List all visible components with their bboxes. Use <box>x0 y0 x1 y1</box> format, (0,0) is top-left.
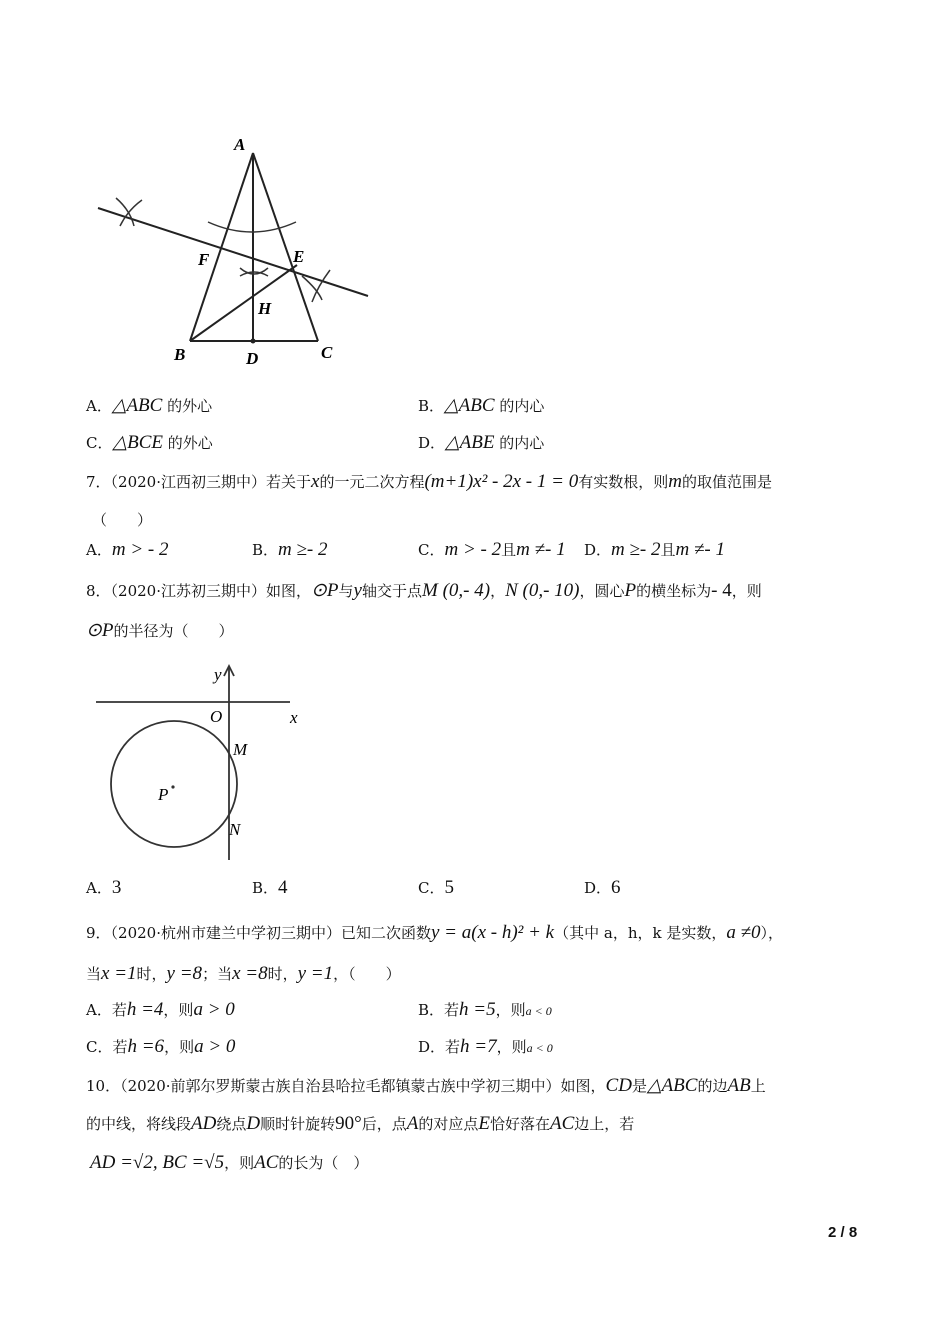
q8-option-b[interactable]: B．4 <box>252 877 288 898</box>
axis-label-x: x <box>290 708 298 727</box>
q6-option-b[interactable]: B．△ABC 的内心 <box>418 395 545 416</box>
q9-stem: 9．（2020·杭州市建兰中学初三期中）已知二次函数y = a(x - h)² + k（其中 a，h，k 是实数，a ≠0）， <box>86 922 784 943</box>
q6-option-a[interactable]: A．△ABC 的外心 <box>86 395 213 416</box>
q8-option-c[interactable]: C．5 <box>418 877 454 898</box>
q7-stem: 7．（2020·江西初三期中）若关于x的一元二次方程(m+1)x² - 2x - 1 = 0有实数根，则m的取值范围是 <box>86 471 772 492</box>
q9-stem-line2: 当x =1时，y =8；当x =8时，y =1，（ ） <box>86 963 401 984</box>
q10-stem: 10．（2020·前郭尔罗斯蒙古族自治县哈拉毛都镇蒙古族中学初三期中）如图，CD是△ABC的边AB上 <box>86 1075 766 1096</box>
label-N: N <box>229 820 241 839</box>
q7-option-d[interactable]: D．m ≥- 2且m ≠- 1 <box>584 539 726 560</box>
q9-option-d[interactable]: D．若h =7，则a < 0 <box>418 1036 553 1057</box>
q8-option-a[interactable]: A．3 <box>86 877 122 898</box>
label-M: M <box>233 740 248 759</box>
label-F: F <box>198 250 210 269</box>
q9-option-b[interactable]: B．若h =5，则a < 0 <box>418 999 552 1020</box>
circle-axes-figure <box>90 660 320 870</box>
label-P: P <box>158 785 169 804</box>
q7-answer-paren: （ ） <box>92 511 153 529</box>
q8-option-d[interactable]: D．6 <box>584 877 621 898</box>
label-O: O <box>210 707 223 726</box>
q9-option-a[interactable]: A．若h =4，则a > 0 <box>86 999 235 1020</box>
label-C: C <box>321 343 333 362</box>
q8-stem-line2: ⊙P的半径为（ ） <box>86 620 234 641</box>
page-number: 2 / 8 <box>828 1224 858 1241</box>
label-A: A <box>234 135 246 154</box>
label-E: E <box>293 247 305 266</box>
label-D: D <box>246 349 259 368</box>
triangle-construction-figure <box>90 130 390 380</box>
q8-stem: 8．（2020·江苏初三期中）如图，⊙P与y轴交于点M (0,- 4)，N (0,- 10)，圆心P的横坐标为- 4，则 <box>86 580 762 601</box>
q9-option-c[interactable]: C．若h =6，则a > 0 <box>86 1036 236 1057</box>
q7-option-b[interactable]: B．m ≥- 2 <box>252 539 328 560</box>
q7-option-a[interactable]: A．m > - 2 <box>86 539 169 560</box>
label-B: B <box>174 345 186 364</box>
q10-stem-line2: 的中线，将线段AD绕点D顺时针旋转90°后，点A的对应点E恰好落在AC边上，若 <box>86 1113 635 1134</box>
q6-option-c[interactable]: C．△BCE 的外心 <box>86 432 213 453</box>
q6-option-d[interactable]: D．△ABE 的内心 <box>418 432 545 453</box>
q10-stem-line3: AD =√2, BC =√5，则AC的长为（ ） <box>90 1152 369 1173</box>
label-H: H <box>258 299 272 318</box>
q7-option-c[interactable]: C．m > - 2且m ≠- 1 <box>418 539 566 560</box>
axis-label-y: y <box>214 665 222 684</box>
